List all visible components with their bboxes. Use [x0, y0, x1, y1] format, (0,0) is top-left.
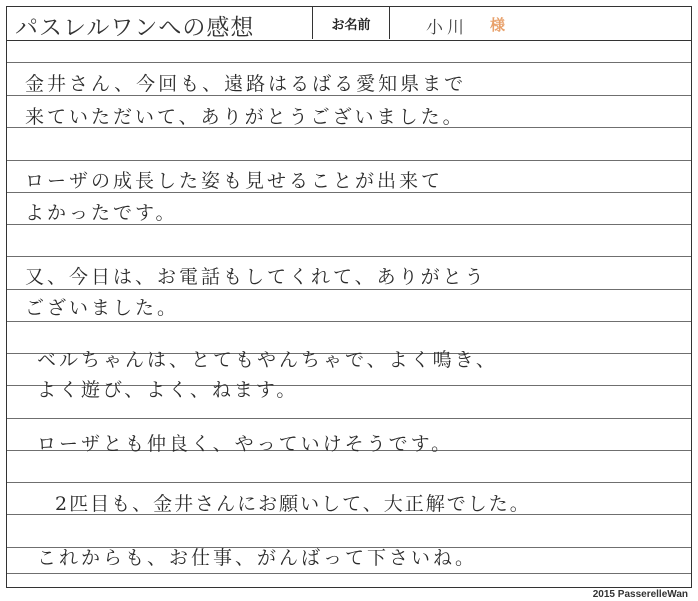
message-line: 又、今日は、お電話もしてくれて、ありがとう — [25, 266, 487, 288]
message-line: よかったです。 — [25, 202, 178, 224]
message-line: ローザとも仲良く、やっていけそうです。 — [37, 433, 454, 455]
footer-credit: 2015 PasserelleWan — [592, 589, 688, 600]
ruled-line — [7, 573, 691, 574]
sheet-title: パスレルワンへの感想 — [15, 15, 255, 41]
message-line: よく遊び、よく、ねます。 — [37, 379, 299, 401]
message-line: ございました。 — [25, 297, 180, 319]
ruled-line — [7, 321, 691, 322]
ruled-line — [7, 418, 691, 419]
message-line: 金井さん、今回も、遠路はるばる愛知県まで — [25, 73, 467, 95]
message-line: 来ていただいて、ありがとうございました。 — [25, 106, 465, 128]
message-line: ローザの成長した姿も見せることが出来て — [25, 170, 444, 192]
message-line: これからも、お仕事、がんばって下さいね。 — [37, 547, 478, 569]
ruled-line — [7, 62, 691, 63]
ruled-line — [7, 256, 691, 257]
name-field — [390, 7, 690, 39]
message-line: 2匹目も、金井さんにお願いして、大正解でした。 — [55, 493, 531, 515]
sheet-header — [7, 7, 691, 41]
ruled-line — [7, 289, 691, 290]
message-line: ベルちゃんは、とてもやんちゃで、よく鳴き、 — [37, 349, 498, 371]
ruled-line — [7, 482, 691, 483]
feedback-sheet — [6, 6, 692, 588]
customer-name: 小川 — [426, 18, 468, 38]
honorific-sama: 様 — [490, 16, 506, 34]
name-label: お名前 — [312, 7, 390, 39]
ruled-line — [7, 160, 691, 161]
